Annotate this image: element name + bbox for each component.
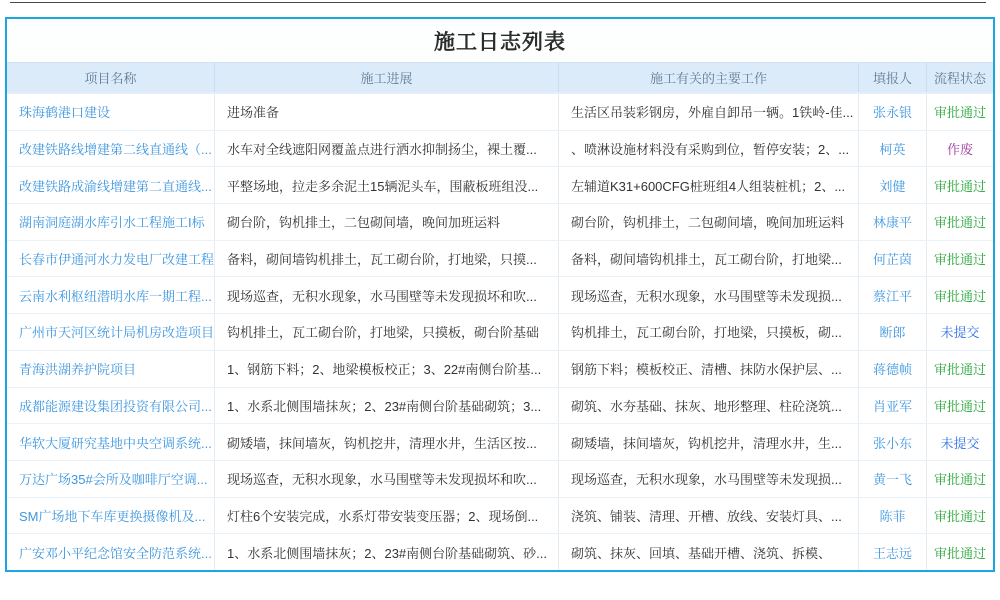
main-work-cell: 左辅道K31+600CFG桩班组4人组装桩机；2、... [559,167,859,203]
table-row [7,424,993,461]
reporter-link[interactable]: 张永银 [872,105,912,121]
status-cell [927,461,993,497]
status-badge: 审批通过 [933,252,986,268]
main-work-cell: 砌台阶，钩机排土，二包砌间墙，晚间加班运料 [559,204,859,240]
reporter-link[interactable]: 蔡江平 [872,288,912,304]
status-cell [927,167,993,203]
project-name-link[interactable]: 广安邓小平纪念馆安全防范系统... [19,545,212,561]
reporter-link[interactable]: 断郎 [879,325,906,341]
status-badge: 审批通过 [933,105,986,121]
project-cell [7,204,215,240]
progress-cell: 灯柱6个安装完成，水系灯带安装变压器；2、现场倒... [215,498,559,534]
reporter-cell [859,131,927,167]
reporter-link[interactable]: 王志远 [872,545,912,561]
progress-cell: 现场巡查，无积水现象，水马围壁等未发现损坏和吹... [215,461,559,497]
reporter-link[interactable]: 蒋德帧 [872,362,912,378]
progress-cell: 钩机排土，瓦工砌台阶，打地梁，只摸板，砌台阶基础 [215,314,559,350]
reporter-link[interactable]: 黄一飞 [872,472,912,488]
progress-cell: 砌台阶，钩机排土，二包砌间墙，晚间加班运料 [215,204,559,240]
page-title: 施工日志列表 [434,30,566,54]
reporter-cell [859,534,927,570]
progress-cell: 砌矮墙，抹间墙灰，钩机挖井，清理水井，生活区按... [215,424,559,460]
status-badge: 审批通过 [933,178,986,194]
project-name-link[interactable]: 改建铁路线增建第二线直通线（... [19,142,212,158]
project-name-link[interactable]: 长春市伊通河水力发电厂改建工程 [19,252,215,268]
reporter-link[interactable]: 张小东 [872,435,912,451]
progress-cell: 1、钢筋下料；2、地梁模板校正；3、22#南侧台阶基... [215,351,559,387]
project-cell [7,314,215,350]
table-row [7,204,993,241]
main-work-cell: 现场巡查，无积水现象，水马围壁等未发现损... [559,461,859,497]
table-header-row [7,63,993,94]
window-top-edge [10,2,986,3]
status-badge: 审批通过 [933,398,986,414]
project-cell [7,461,215,497]
reporter-cell [859,314,927,350]
panel-title-bar [7,19,993,63]
status-badge: 未提交 [940,435,980,451]
status-cell [927,241,993,277]
reporter-cell [859,277,927,313]
project-cell [7,131,215,167]
status-badge: 审批通过 [933,508,986,524]
table-row [7,534,993,570]
project-name-link[interactable]: SM广场地下车库更换摄像机及... [19,508,206,524]
status-cell [927,388,993,424]
progress-cell: 平整场地，拉走多余泥土15辆泥头车，围蔽板班组没... [215,167,559,203]
reporter-cell [859,241,927,277]
status-badge: 未提交 [940,325,980,341]
project-name-link[interactable]: 广州市天河区统计局机房改造项目 [19,325,215,341]
header-cell-progress: 施工进展 [215,63,559,92]
project-cell [7,534,215,570]
table-row [7,314,993,351]
reporter-link[interactable]: 何芷茵 [872,252,912,268]
construction-log-panel [5,17,995,572]
main-work-cell: 砌筑、水夯基础、抹灰、地形整理、柱砼浇筑... [559,388,859,424]
reporter-link[interactable]: 林康平 [872,215,912,231]
main-work-cell: 钩机排土，瓦工砌台阶，打地梁，只摸板，砌... [559,314,859,350]
status-cell [927,131,993,167]
project-name-link[interactable]: 珠海鹤港口建设 [19,105,111,121]
table-row [7,351,993,388]
progress-cell: 1、水系北侧围墙抹灰；2、23#南侧台阶基础砌筑、砂... [215,534,559,570]
header-cell-reporter: 填报人 [859,63,927,92]
status-badge: 审批通过 [933,288,986,304]
project-cell [7,167,215,203]
reporter-cell [859,388,927,424]
progress-cell: 1、水系北侧围墙抹灰；2、23#南侧台阶基础砌筑；3... [215,388,559,424]
reporter-cell [859,351,927,387]
header-cell-project: 项目名称 [7,63,215,92]
project-cell [7,424,215,460]
status-cell [927,534,993,570]
project-name-link[interactable]: 华软大厦研究基地中央空调系统... [19,435,212,451]
status-cell [927,424,993,460]
status-badge: 审批通过 [933,472,986,488]
progress-cell: 备料，砌间墙钩机排土，瓦工砌台阶，打地梁，只摸... [215,241,559,277]
reporter-link[interactable]: 肖亚军 [872,398,912,414]
table-body [7,94,993,570]
status-cell [927,277,993,313]
main-work-cell: 钢筋下料；模板校正、清槽、抹防水保护层、... [559,351,859,387]
project-name-link[interactable]: 成都能源建设集团投资有限公司... [19,398,212,414]
table-row [7,388,993,425]
reporter-cell [859,498,927,534]
reporter-cell [859,204,927,240]
status-cell [927,498,993,534]
project-name-link[interactable]: 青海洪湖养护院项目 [19,362,137,378]
project-cell [7,351,215,387]
main-work-cell: 生活区吊装彩钢房，外雇自卸吊一辆。1铁岭-佳... [559,94,859,130]
header-cell-main-work: 施工有关的主要工作 [559,63,859,92]
main-work-cell: 砌矮墙，抹间墙灰，钩机挖井，清理水井，生... [559,424,859,460]
project-cell [7,94,215,130]
main-work-cell: 、喷淋设施材料没有采购到位，暂停安装；2、... [559,131,859,167]
table-row [7,94,993,131]
project-name-link[interactable]: 改建铁路成渝线增建第二直通线... [19,178,212,194]
status-cell [927,204,993,240]
table-row [7,277,993,314]
reporter-link[interactable]: 柯英 [879,142,906,158]
main-work-cell: 备料，砌间墙钩机排土，瓦工砌台阶，打地梁... [559,241,859,277]
main-work-cell: 现场巡查，无积水现象，水马围壁等未发现损... [559,277,859,313]
progress-cell: 进场准备 [215,94,559,130]
project-name-link[interactable]: 湖南洞庭湖水库引水工程施工I标 [19,215,205,231]
status-badge: 作废 [946,142,973,158]
reporter-cell [859,424,927,460]
status-badge: 审批通过 [933,362,986,378]
status-badge: 审批通过 [933,545,986,561]
table-row [7,131,993,168]
header-cell-status: 流程状态 [933,71,986,86]
reporter-link[interactable]: 刘健 [879,178,906,194]
progress-cell: 现场巡查，无积水现象，水马围壁等未发现损坏和吹... [215,277,559,313]
main-work-cell: 砌筑、抹灰、回填、基础开槽、浇筑、拆模、 [559,534,859,570]
project-name-link[interactable]: 云南水利枢纽潜明水库一期工程... [19,288,212,304]
project-cell [7,388,215,424]
main-work-cell: 浇筑、铺装、清理、开槽、放线、安装灯具、... [559,498,859,534]
table-row [7,461,993,498]
status-cell [927,314,993,350]
reporter-cell [859,167,927,203]
reporter-link[interactable]: 陈菲 [879,508,906,524]
project-cell [7,277,215,313]
reporter-cell [859,94,927,130]
status-cell [927,94,993,130]
project-cell [7,241,215,277]
status-badge: 审批通过 [933,215,986,231]
status-cell [927,351,993,387]
project-cell [7,498,215,534]
table-row [7,167,993,204]
table-row [7,498,993,535]
table-row [7,241,993,278]
reporter-cell [859,461,927,497]
project-name-link[interactable]: 万达广场35#会所及咖啡厅空调... [19,472,208,488]
progress-cell: 水车对全线遮阳网覆盖点进行洒水抑制扬尘，裸土覆... [215,131,559,167]
